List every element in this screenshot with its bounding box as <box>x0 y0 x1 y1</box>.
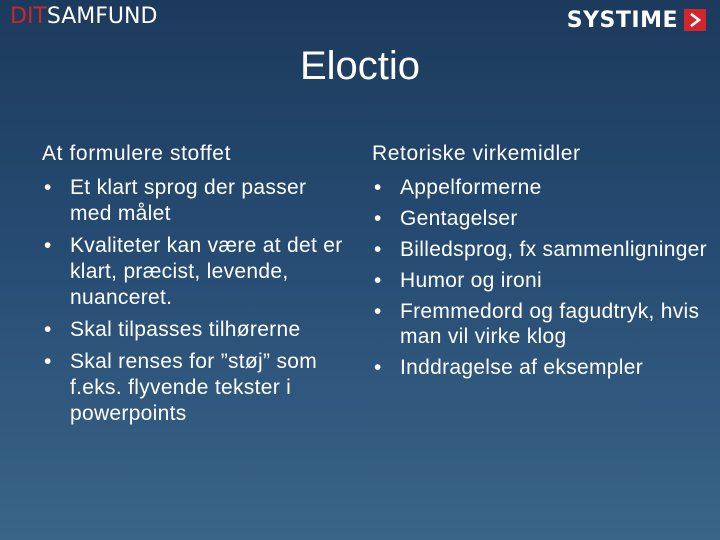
bullet-icon: • <box>44 318 52 341</box>
list-item-text: Skal tilpasses tilhørerne <box>70 318 301 341</box>
list-item <box>372 175 712 200</box>
list-item-text: Appelformerne <box>400 176 542 199</box>
list-item <box>372 206 712 231</box>
logo-dit-text: DIT <box>10 4 47 29</box>
left-column <box>42 142 352 433</box>
list-item <box>372 237 712 262</box>
list-item-text: Humor og ironi <box>400 269 542 292</box>
list-item <box>372 299 712 349</box>
list-item <box>42 175 352 227</box>
list-item <box>42 349 352 427</box>
right-column-heading: Retoriske virkemidler <box>372 142 581 165</box>
systime-logo <box>567 6 706 34</box>
bullet-icon: • <box>374 300 382 323</box>
list-item <box>42 317 352 343</box>
bullet-icon: • <box>44 176 52 199</box>
bullet-icon: • <box>44 234 52 257</box>
bullet-icon: • <box>374 269 382 292</box>
list-item <box>42 233 352 311</box>
bullet-icon: • <box>374 176 382 199</box>
arrow-right-icon <box>684 9 706 31</box>
right-column <box>372 142 712 386</box>
bullet-icon: • <box>374 207 382 230</box>
list-item-text: Gentagelser <box>400 207 518 230</box>
list-item-text: Fremmedord og fagudtryk, hvis man vil virke klog <box>400 300 700 348</box>
systime-logo-text: SYSTIME <box>566 7 678 33</box>
dit-samfund-logo <box>10 4 157 29</box>
list-item <box>372 268 712 293</box>
list-item-text: Inddragelse af eksempler <box>400 356 643 379</box>
list-item-text: Kvaliteter kan være at det er klart, præcist, levende, nuanceret. <box>70 234 343 309</box>
list-item <box>372 355 712 380</box>
slide-title: Eloctio <box>299 44 421 88</box>
left-bullet-list <box>42 175 352 427</box>
bullet-icon: • <box>44 350 52 373</box>
list-item-text: Et klart sprog der passer med målet <box>70 176 307 225</box>
bullet-icon: • <box>374 356 382 379</box>
bullet-icon: • <box>374 238 382 261</box>
right-bullet-list <box>372 175 712 380</box>
list-item-text: Billedsprog, fx sammenligninger <box>400 238 707 261</box>
list-item-text: Skal renses for ”støj” som f.eks. flyvende tekster i powerpoints <box>70 350 318 425</box>
logo-samfund-text: SAMFUND <box>46 4 158 29</box>
left-column-heading: At formulere stoffet <box>42 142 232 165</box>
